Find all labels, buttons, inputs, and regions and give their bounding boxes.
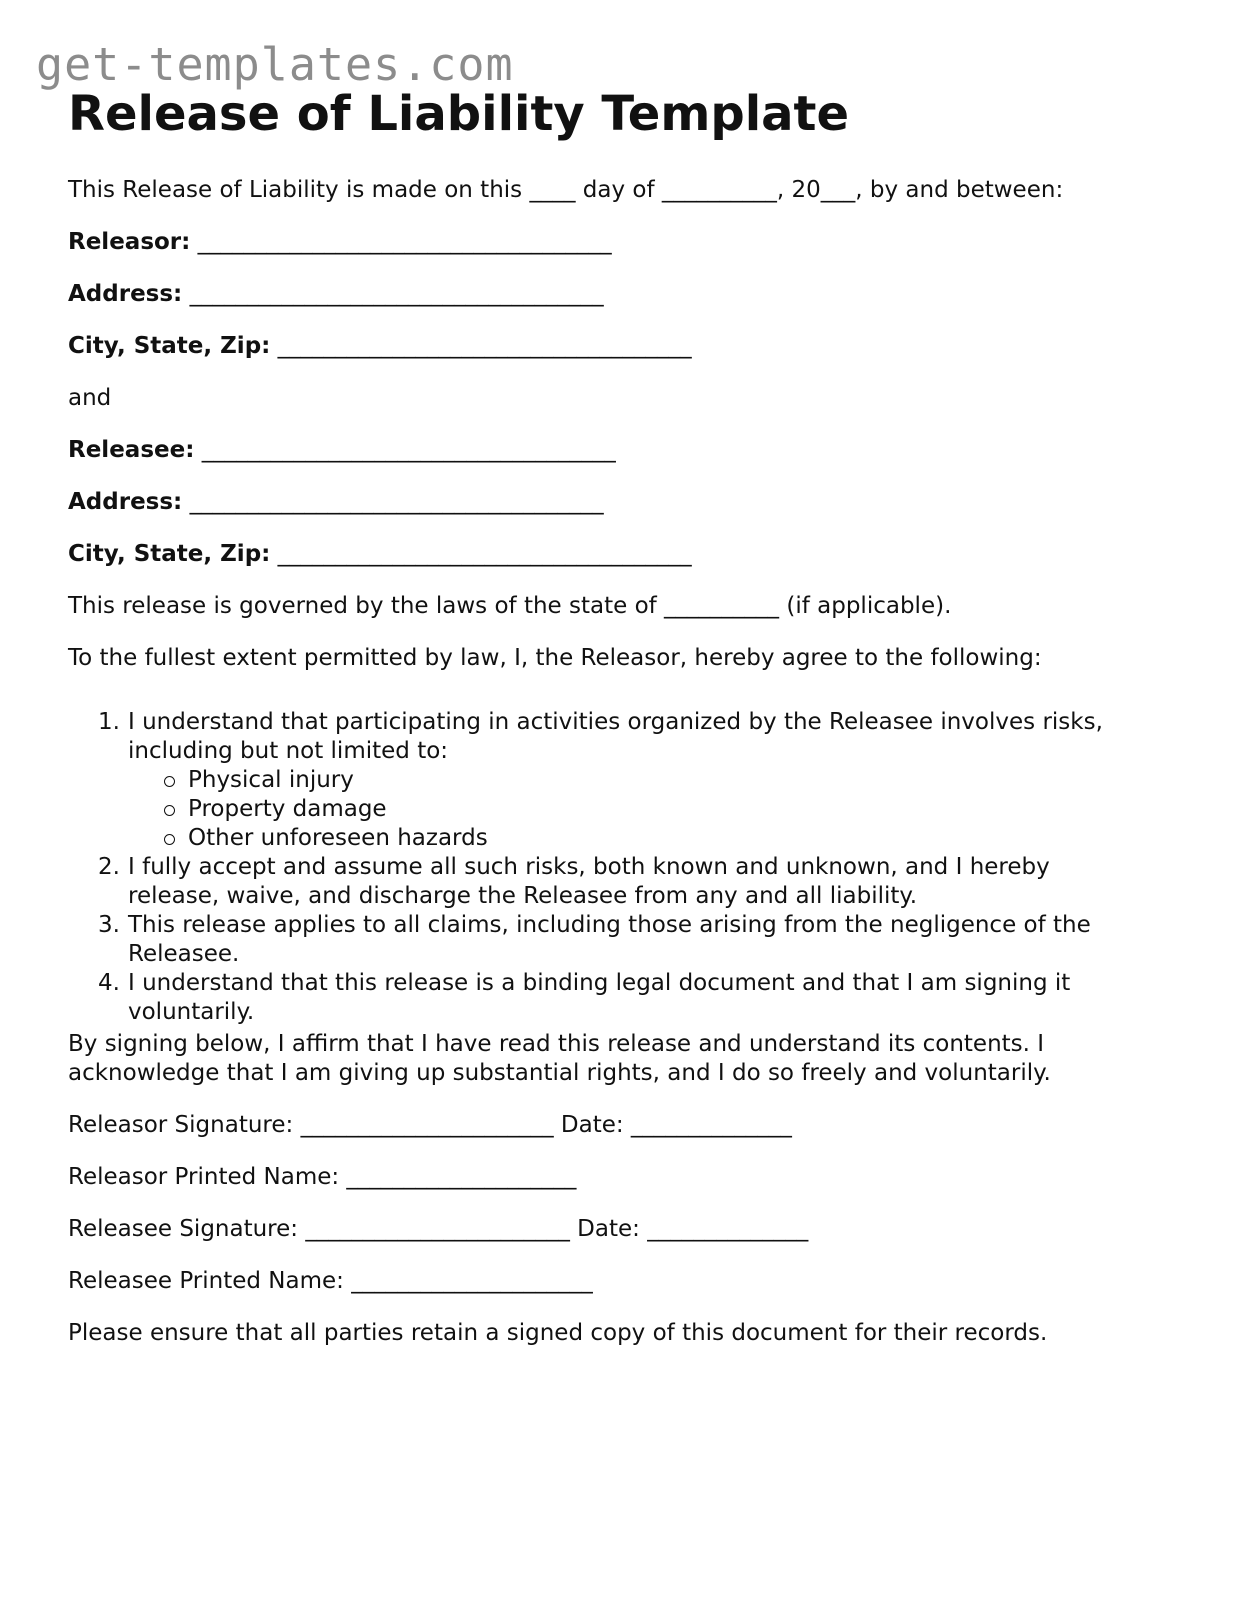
item-line: This release applies to all claims, including those arising from the negligence of the	[128, 912, 1091, 938]
releasor-name-label: Releasor:	[68, 229, 191, 255]
bullet-circle-icon	[164, 805, 175, 816]
document-title: Release of Liability Template	[68, 86, 850, 142]
releasee-city-label: City, State, Zip:	[68, 541, 271, 567]
item-line: including but not limited to:	[128, 738, 449, 764]
releasor-address-line: ____________________________________	[189, 281, 604, 307]
item-line: I fully accept and assume all such risks, both known and unknown, and I hereby	[128, 854, 1050, 880]
releasee-name-line: ____________________________________	[201, 437, 616, 463]
item-number: 1.	[98, 709, 120, 735]
agreement-list	[68, 708, 1103, 1027]
releasor-city-line: ____________________________________	[277, 333, 692, 359]
releasor-name-field[interactable]	[68, 228, 612, 257]
releasee-city-field[interactable]	[68, 540, 692, 569]
list-item	[68, 708, 1103, 853]
releasee-signature-field[interactable]: Releasee Signature: _______________________ Date: ______________	[68, 1216, 809, 1242]
releasee-printed-name-field[interactable]: Releasee Printed Name: _____________________	[68, 1268, 593, 1294]
releasor-printed-name-field[interactable]: Releasor Printed Name: ____________________	[68, 1164, 577, 1190]
list-item	[68, 969, 1103, 1027]
risk-item	[128, 824, 1103, 853]
item-line: I understand that this release is a binding legal document and that I am signing it	[128, 970, 1071, 996]
item-line: Releasee.	[128, 941, 240, 967]
intro-paragraph: This Release of Liability is made on this ____ day of __________, 20___, by and between:	[68, 177, 1064, 203]
item-number: 2.	[98, 854, 120, 880]
agreement-intro: To the fullest extent permitted by law, I, the Releasor, hereby agree to the following:	[68, 645, 1042, 671]
risk-text: Property damage	[188, 796, 387, 822]
releasor-signature-field[interactable]: Releasor Signature: ______________________ Date: ______________	[68, 1112, 792, 1138]
bullet-circle-icon	[164, 776, 175, 787]
governing-law-text: This release is governed by the laws of the state of __________ (if applicable).	[68, 593, 952, 619]
risk-text: Other unforeseen hazards	[188, 825, 488, 851]
item-line: release, waive, and discharge the Releasee from any and all liability.	[128, 883, 918, 909]
releasee-name-label: Releasee:	[68, 437, 195, 463]
releasee-address-label: Address:	[68, 489, 183, 515]
risk-text: Physical injury	[188, 767, 354, 793]
list-item	[68, 853, 1103, 911]
bullet-circle-icon	[164, 834, 175, 845]
releasee-name-field[interactable]	[68, 436, 616, 465]
releasor-city-field[interactable]	[68, 332, 692, 361]
item-line: voluntarily.	[128, 999, 255, 1025]
item-number: 3.	[98, 912, 120, 938]
releasee-address-field[interactable]	[68, 488, 604, 517]
and-text: and	[68, 385, 112, 411]
affirmation-line-2: acknowledge that I am giving up substantial rights, and I do so freely and voluntarily.	[68, 1060, 1051, 1086]
releasor-address-field[interactable]	[68, 280, 604, 309]
closing-note: Please ensure that all parties retain a signed copy of this document for their records.	[68, 1320, 1048, 1346]
list-item	[68, 911, 1103, 969]
risk-item	[128, 795, 1103, 824]
item-line: I understand that participating in activities organized by the Releasee involves risks,	[128, 709, 1103, 735]
watermark-text: get-templates.com	[36, 38, 514, 91]
risk-list	[128, 766, 1103, 853]
releasor-address-label: Address:	[68, 281, 183, 307]
releasee-address-line: ____________________________________	[189, 489, 604, 515]
releasee-city-line: ____________________________________	[277, 541, 692, 567]
releasor-name-line: ____________________________________	[197, 229, 612, 255]
releasor-city-label: City, State, Zip:	[68, 333, 271, 359]
risk-item	[128, 766, 1103, 795]
affirmation-line-1: By signing below, I affirm that I have read this release and understand its contents. I	[68, 1031, 1045, 1057]
item-number: 4.	[98, 970, 120, 996]
